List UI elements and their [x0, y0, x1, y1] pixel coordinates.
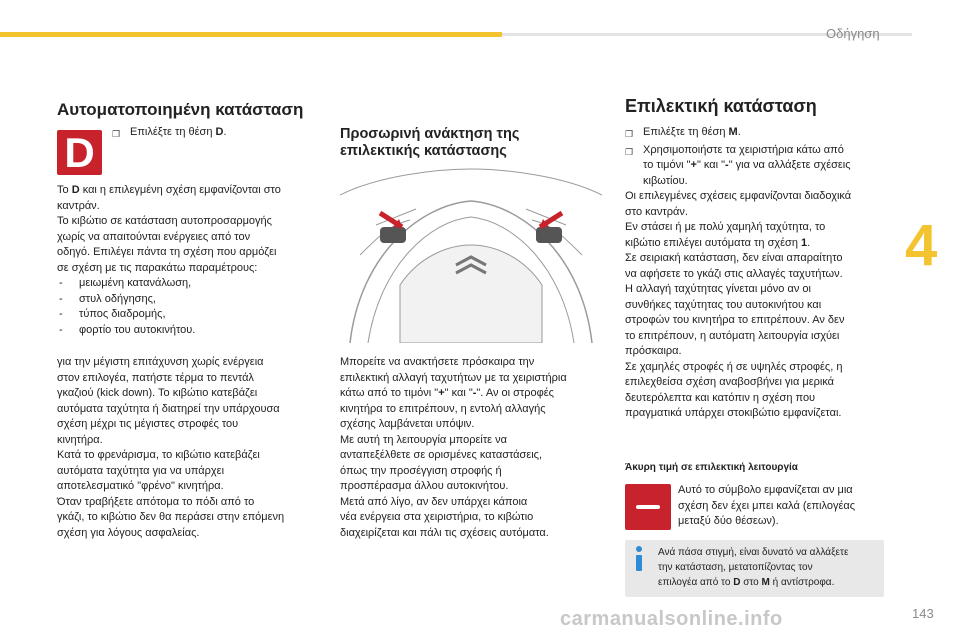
text-line: Εν στάσει ή με πολύ χαμηλή ταχύτητα, το [625, 221, 826, 233]
text-line: σε σχέση με τις παρακάτω παραμέτρους: [57, 261, 258, 274]
text-line: στον επιλογέα, πατήστε τέρμα το πεντάλ [57, 371, 254, 384]
text-line: πρόσκαιρα. [625, 345, 682, 357]
text-line: αυτόματα ταχύτητα ή διατηρεί την υπάρχουσα [57, 402, 280, 415]
text-line: κιβώτιο επιλέγει αυτόματα τη σχέση 1. [625, 236, 811, 249]
watermark: carmanualsonline.info [560, 608, 783, 630]
text-line: διαχειρίζεται και πάλι τις σχέσεις αυτόματα. [340, 526, 549, 539]
text-line: οδηγό. Επιλέγει πάντα τη σχέση που αρμόζει [57, 246, 277, 258]
header-accent-bar [0, 32, 502, 37]
page-number: 143 [912, 606, 934, 621]
text-line: δευτερόλεπτα και κατόπιν η σχέση που [625, 391, 816, 404]
text-line: καντράν. [57, 199, 100, 212]
text-line: χωρίς να απαιτούνται ενέργειες από τον [57, 230, 251, 243]
text-line: πραγματικά υπάρχει στοκιβώτιο εμφανίζεται. [625, 407, 842, 419]
text-line: για την μέγιστη επιτάχυνση χωρίς ενέργεια [57, 356, 264, 368]
text-line: στο καντράν. [625, 205, 688, 218]
text-line: σχέση για λόγους ασφαλείας. [57, 526, 200, 539]
text-line: Όταν τραβήξετε απότομα το πόδι από το [57, 495, 255, 508]
auto-select-instruction: ❐ Επιλέξτε τη θέση D. [112, 125, 312, 143]
text-line: Σε χαμηλές στροφές ή σε υψηλές στροφές, η [625, 360, 843, 373]
list-item: στυλ οδήγησης, [79, 292, 156, 305]
right-paddle-icon [536, 213, 562, 243]
text-line: όπως την προσέγγιση στροφής ή [340, 464, 502, 477]
text-line: αυτόματα ταχύτητα για να υπάρχει [57, 464, 225, 477]
invalid-value-heading: Άκυρη τιμή σε επιλεκτική λειτουργία [625, 462, 798, 473]
text-line: Μπορείτε να ανακτήσετε πρόσκαιρα την [340, 356, 535, 368]
text-line: να αφήσετε το γκάζι στις αλλαγές ταχυτήτων. [625, 267, 843, 280]
chapter-number: 4 [905, 213, 938, 278]
text-line: Το κιβώτιο σε κατάσταση αυτοπροσαρμογής [57, 215, 272, 227]
text-line: αποτελεσματικό "φρένο" κινητήρα. [57, 480, 224, 492]
auto-mode-description [57, 183, 317, 338]
text-line: Μετά από λίγο, αν δεν υπάρχει κάποια [340, 495, 528, 508]
text-line: σχέση μέχρι τις μέγιστες στροφές του [57, 418, 239, 430]
text-line: σχέσης λαμβάνεται υπόψιν. [340, 418, 475, 430]
invalid-value-text: Αυτό το σύμβολο εμφανίζεται αν μια σχέση δεν έχει μπει καλά (επιλογέας μεταξύ δύο θέσεων). [678, 484, 856, 527]
text-line: Σε σειριακή κατάσταση, δεν είναι απαραίτητο [625, 252, 843, 264]
checkbox-bullet-icon: ❐ [625, 146, 634, 157]
text-line: το επιτρέπουν, η αυτόματη λειτουργία ισχύει [625, 329, 840, 342]
steering-wheel-paddles-illustration [340, 165, 602, 343]
text-line: Η αλλαγή ταχύτητας γίνεται μόνο αν οι [625, 283, 811, 295]
text-line: νέα ενέργεια στα χειριστήρια, το κιβώτιο [340, 511, 534, 523]
text-line: Με αυτή τη λειτουργία μπορείτε να [340, 433, 507, 446]
text-line: συνθήκες ταχύτητας του αυτοκινήτου και [625, 298, 822, 311]
text-line: Κατά το φρενάρισμα, το κιβώτιο κατεβάζει [57, 449, 260, 461]
left-paddle-icon [380, 213, 406, 243]
auto-mode-heading: Αυτοματοποιημένη κατάσταση [57, 100, 304, 119]
list-item: μειωμένη κατανάλωση, [79, 277, 192, 289]
temporary-mode-heading: Προσωρινή ανάκτηση της επιλεκτικής κατάστασης [340, 126, 520, 159]
section-title: Οδήγηση [826, 26, 880, 41]
parameter-list: - μειωμένη κατανάλωση, - στυλ οδήγησης, - τύπος διαδρομής, - φορτίο του αυτοκινήτου. [57, 276, 317, 338]
list-item: φορτίο του αυτοκινήτου. [79, 323, 196, 336]
text-line: ανταπεξέλθετε σε ορισμένες καταστάσεις, [340, 449, 543, 461]
invalid-gear-minus-icon [625, 484, 671, 530]
text-line: επιλεχθείσα σχέση αναβοσβήνει για μερικά [625, 376, 835, 388]
sequential-mode-heading: Επιλεκτική κατάσταση [625, 96, 817, 116]
text-line: προσπέρασμα άλλου αυτοκινήτου. [340, 480, 509, 492]
temporary-mode-text [340, 355, 610, 541]
text-line: κάτω από το τιμόνι "+" και "-". Αν οι στροφές [340, 387, 554, 399]
checkbox-bullet-icon: ❐ [112, 129, 121, 139]
checkbox-bullet-icon: ❐ [625, 129, 634, 139]
info-note: Ανά πάσα στιγμή, είναι δυνατό να αλλάξετε την κατάσταση, μετατοπίζοντας τον επιλογέα από το D στο M ή αντίστροφα. [625, 540, 884, 597]
text-line: Οι επιλεγμένες σχέσεις εμφανίζονται διαδοχικά [625, 190, 852, 202]
text-line: κινητήρα το επιτρέπουν, η εντολή αλλαγής [340, 402, 546, 415]
text-line: επιλεκτική αλλαγή ταχυτήτων με τα χειριστήρια [340, 371, 567, 384]
text-line: γκάζι, το κιβώτιο δεν θα περάσει στην επόμενη [57, 511, 285, 523]
text-line: στροφών του κινητήρα το επιτρέπουν. Αν δεν [625, 314, 845, 326]
list-item: τύπος διαδρομής, [79, 308, 166, 320]
sequential-mode-text: ❐ Επιλέξτε τη θέση M. ❐ Χρησιμοποιήστε τα χειριστήρια κάτω από το τιμόνι "+" και "-" για να αλλάξετε σχέσεις κιβωτίου. Οι επιλεγμένες σχέσεις εμφανίζονται διαδοχικά στο καντράν. Εν στάσει ή με πολύ χαμηλή ταχύτητα, το κιβώτιο επιλέγει αυτόματα τη σχέση 1. Σε σειριακή κατάσταση, δεν είναι απαραίτητο να αφήσετε το γκάζι στις αλλαγές ταχυτήτων. Η αλλαγή ταχύτητας γίνεται μόνο αν οι συνθήκες ταχύτητας του αυτοκινήτου και στροφών του κινητήρα το επιτρέπουν. Αν δεν το επιτρέπουν, η αυτόματη λειτουργία ισχύει πρόσκαιρα. Σε χαμηλές στροφές ή σε υψηλές στροφές, η επιλεχθείσα σχέση αναβοσβήνει για μερικά δευτερόλεπτα και κατόπιν η σχέση που πραγματικά υπάρχει στοκιβώτιο εμφανίζεται. [625, 125, 895, 422]
text-line: γκαζιού (kick down). Το κιβώτιο κατεβάζει [57, 387, 258, 399]
info-icon [633, 546, 645, 572]
text-line: Το D και η επιλεγμένη σχέση εμφανίζονται στο [57, 184, 281, 196]
gear-d-badge: D [57, 130, 102, 175]
kickdown-paragraph [57, 355, 322, 541]
text-line: κινητήρα. [57, 433, 103, 446]
